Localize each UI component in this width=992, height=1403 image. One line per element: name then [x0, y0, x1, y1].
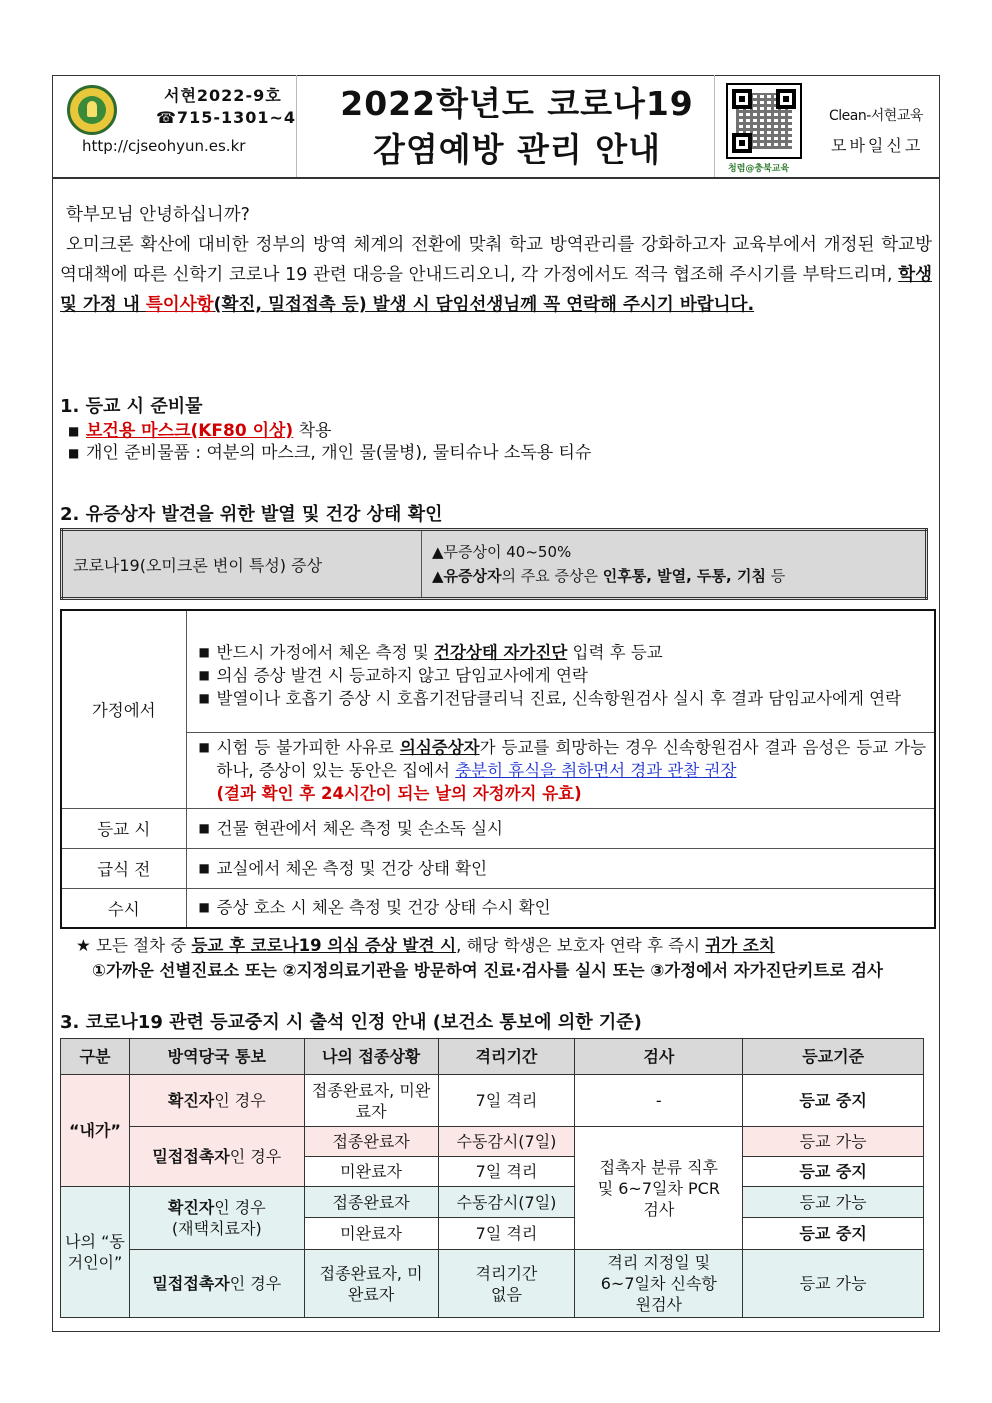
cell-text: 인 경우	[214, 1091, 266, 1110]
home-treatment-text: (재택치료자)	[171, 1219, 262, 1238]
cell-text: 인 경우	[229, 1147, 282, 1166]
note-line-2: ①가까운 선별진료소 또는 ②지정의료기관을 방문하여 진료·검사를 실시 또는 ③가정에서 자가진단키트로 검사	[92, 961, 883, 980]
list-item: ■ 건물 현관에서 체온 측정 및 손소독 실시	[191, 817, 935, 840]
list-item: ■ 개인 준비물품 : 여분의 마스크, 개인 물(물병), 물티슈나 소독용 티슈	[60, 442, 932, 464]
header-cell: 구분	[61, 1039, 130, 1075]
group-family: 나의 “동거인이”	[61, 1187, 130, 1318]
note-line-1	[76, 933, 926, 958]
confirmed-emphasis: 확진자	[167, 1198, 215, 1217]
mask-requirement: 보건용 마스크(KF80 이상)	[86, 421, 294, 441]
page-title	[317, 81, 717, 173]
table-cell: 등교 가능	[743, 1127, 924, 1157]
table-cell: 미완료자	[304, 1218, 438, 1250]
header-cell: 검사	[575, 1039, 743, 1075]
intro-emphasis-red: 특이사항	[145, 295, 214, 315]
symptom-line-1: ▲무증상이 40~50%	[432, 543, 572, 561]
table-cell: 7일 격리	[438, 1075, 575, 1127]
header-divider	[296, 75, 297, 177]
table-cell: 접종완료자, 미완료자	[304, 1075, 438, 1127]
symptom-details	[422, 530, 927, 599]
table-cell: -	[575, 1075, 743, 1127]
group-me: “내가”	[61, 1075, 130, 1187]
home-item-text: 반드시 가정에서 체온 측정 및	[216, 642, 434, 662]
list-item	[60, 420, 932, 442]
list-item: ■ 발열이나 호흡기 증상 시 호흡기전담클리닉 진료, 신속항원검사 실시 후 결과 담임교사에게 연락	[191, 687, 927, 710]
section-2-title: 2. 유증상자 발견을 위한 발열 및 건강 상태 확인	[60, 504, 443, 525]
title-line1: 2022학년도 코로나19	[340, 84, 694, 123]
issue-number: 서현2022-9호	[164, 86, 282, 105]
table-cell	[129, 1127, 304, 1187]
symptom-label: 코로나19(오미크론 변이 특성) 증상	[62, 530, 422, 599]
table-cell: 등교 중지	[743, 1157, 924, 1187]
table-cell: 접종완료자	[304, 1187, 438, 1218]
confirmed-emphasis: 확진자	[167, 1091, 215, 1110]
mask-requirement-rest: 착용	[293, 421, 332, 441]
table-cell: 등교 중지	[743, 1075, 924, 1127]
list-item: ■ 의심 증상 발견 시 등교하지 않고 담임교사에게 연락	[191, 664, 927, 687]
home-item-text: 입력 후 등교	[567, 642, 663, 662]
self-check-emphasis: 건강상태 자가진단	[434, 642, 568, 662]
mobile-report-label: 모바일신고	[831, 136, 924, 155]
title-line2: 감염예방 관리 안내	[372, 130, 661, 169]
table-cell: 등교 가능	[743, 1187, 924, 1218]
symptom-line-2	[432, 564, 915, 588]
rest-recommendation: 충분히 휴식을 취하면서 경과 관찰 권장	[455, 760, 737, 780]
clean-label: Clean-서현교육	[829, 108, 923, 124]
table-cell	[129, 1187, 304, 1250]
section-3-title: 3. 코로나19 관련 등교중지 시 출석 인정 안내 (보건소 통보에 의한 기준)	[60, 1012, 642, 1033]
table-cell	[129, 1250, 304, 1318]
section-1-title: 1. 등교 시 준비물	[60, 396, 203, 417]
suspect-emphasis: 의심증상자	[399, 737, 480, 757]
table-cell: 수동감시(7일)	[438, 1187, 575, 1218]
table-cell: 등교 가능	[743, 1250, 924, 1318]
triangle-bullet-icon: ▲	[432, 567, 444, 585]
header-cell: 격리기간	[438, 1039, 575, 1075]
star-icon: ★	[76, 936, 91, 955]
table-cell: 수동감시(7일)	[438, 1127, 575, 1157]
validity-note: (결과 확인 후 24시간이 되는 날의 자정까지 유효)	[216, 783, 582, 803]
table-cell: 접촉자 분류 직후 및 6~7일차 PCR검사	[575, 1127, 743, 1250]
note-emphasis: 등교 후 코로나19 의심 증상 발견 시	[191, 936, 457, 955]
symptom-end: 등	[765, 567, 786, 585]
procedure-note	[76, 933, 926, 983]
intro-emphasis-2: (확진, 밀접접촉 등) 발생 시 담임선생님께 꼭 연락해 주시기 바랍니다.	[213, 295, 755, 315]
checklist-table	[60, 609, 936, 929]
meal-label: 급식 전	[61, 848, 186, 888]
symptom-emphasis: 유증상자	[443, 567, 502, 585]
table-cell	[129, 1075, 304, 1127]
header-cell: 등교기준	[743, 1039, 924, 1075]
list-item: ■ 증상 호소 시 체온 측정 및 건강 상태 수시 확인	[191, 896, 935, 919]
anytime-label: 수시	[61, 888, 186, 928]
symptom-table	[60, 528, 928, 600]
school-url[interactable]: http://cjseohyun.es.kr	[82, 137, 246, 155]
table-cell: 등교 중지	[743, 1218, 924, 1250]
cell-text: 인 경우	[229, 1274, 282, 1293]
intro	[60, 200, 932, 320]
intro-paragraph	[60, 230, 932, 320]
list-item	[191, 641, 927, 664]
go-home-emphasis: 귀가 조치	[705, 936, 775, 955]
section-1	[60, 392, 932, 464]
qr-code-icon[interactable]	[726, 83, 802, 159]
close-contact-emphasis: 밀접접촉자	[152, 1274, 230, 1293]
home-exam-cell	[186, 732, 935, 808]
table-cell: 격리기간 없음	[438, 1250, 575, 1318]
symptom-text: 의 주요 증상은	[501, 567, 603, 585]
header-cell: 방역당국 통보	[129, 1039, 304, 1075]
table-cell: 격리 지정일 및 6~7일차 신속항원검사	[575, 1250, 743, 1318]
table-cell: 접종완료자, 미완료자	[304, 1250, 438, 1318]
greeting: 학부모님 안녕하십니까?	[66, 205, 250, 225]
list-item: ■ 교실에서 체온 측정 및 건강 상태 확인	[191, 857, 935, 880]
close-contact-emphasis: 밀접접촉자	[152, 1147, 230, 1166]
home-item-text: 가 등교를 희망하는 경우 신속항원검사 결과 음성은 등교 가능하나, 증상이 있는 동안은 집에서	[216, 737, 927, 780]
list-item	[191, 736, 927, 805]
attendance-table	[60, 1038, 924, 1318]
home-item-text: 시험 등 불가피한 사유로	[216, 737, 400, 757]
table-cell: 7일 격리	[438, 1157, 575, 1187]
note-text: , 해당 학생은 보호자 연락 후 즉시	[456, 936, 706, 955]
table-cell: 미완료자	[304, 1157, 438, 1187]
cell-text: 인 경우	[214, 1198, 266, 1217]
symptom-list: 인후통, 발열, 두통, 기침	[602, 567, 766, 585]
school-emblem-icon	[67, 85, 117, 135]
qr-caption: 청렴@충북교육	[728, 164, 790, 174]
note-text: 모든 절차 중	[90, 936, 192, 955]
header	[52, 75, 940, 179]
table-cell: 7일 격리	[438, 1218, 575, 1250]
phone-number: ☎715-1301~4	[156, 108, 297, 127]
intro-emphasis-1: 학생 및 가정 내	[60, 265, 933, 315]
arrive-label: 등교 시	[61, 808, 186, 848]
intro-body: 오미크론 확산에 대비한 정부의 방역 체계의 전환에 맞춰 학교 방역관리를 강화하고자 교육부에서 개정된 학교방역대책에 따른 신학기 코로나 19 관련 대응을 안내드리오니, 각 가정에서도 적극 협조해 주시기를 부탁드리며,	[60, 235, 932, 285]
home-cell	[186, 610, 935, 732]
home-label: 가정에서	[61, 610, 186, 808]
header-cell: 나의 접종상황	[304, 1039, 438, 1075]
table-cell: 접종완료자	[304, 1127, 438, 1157]
